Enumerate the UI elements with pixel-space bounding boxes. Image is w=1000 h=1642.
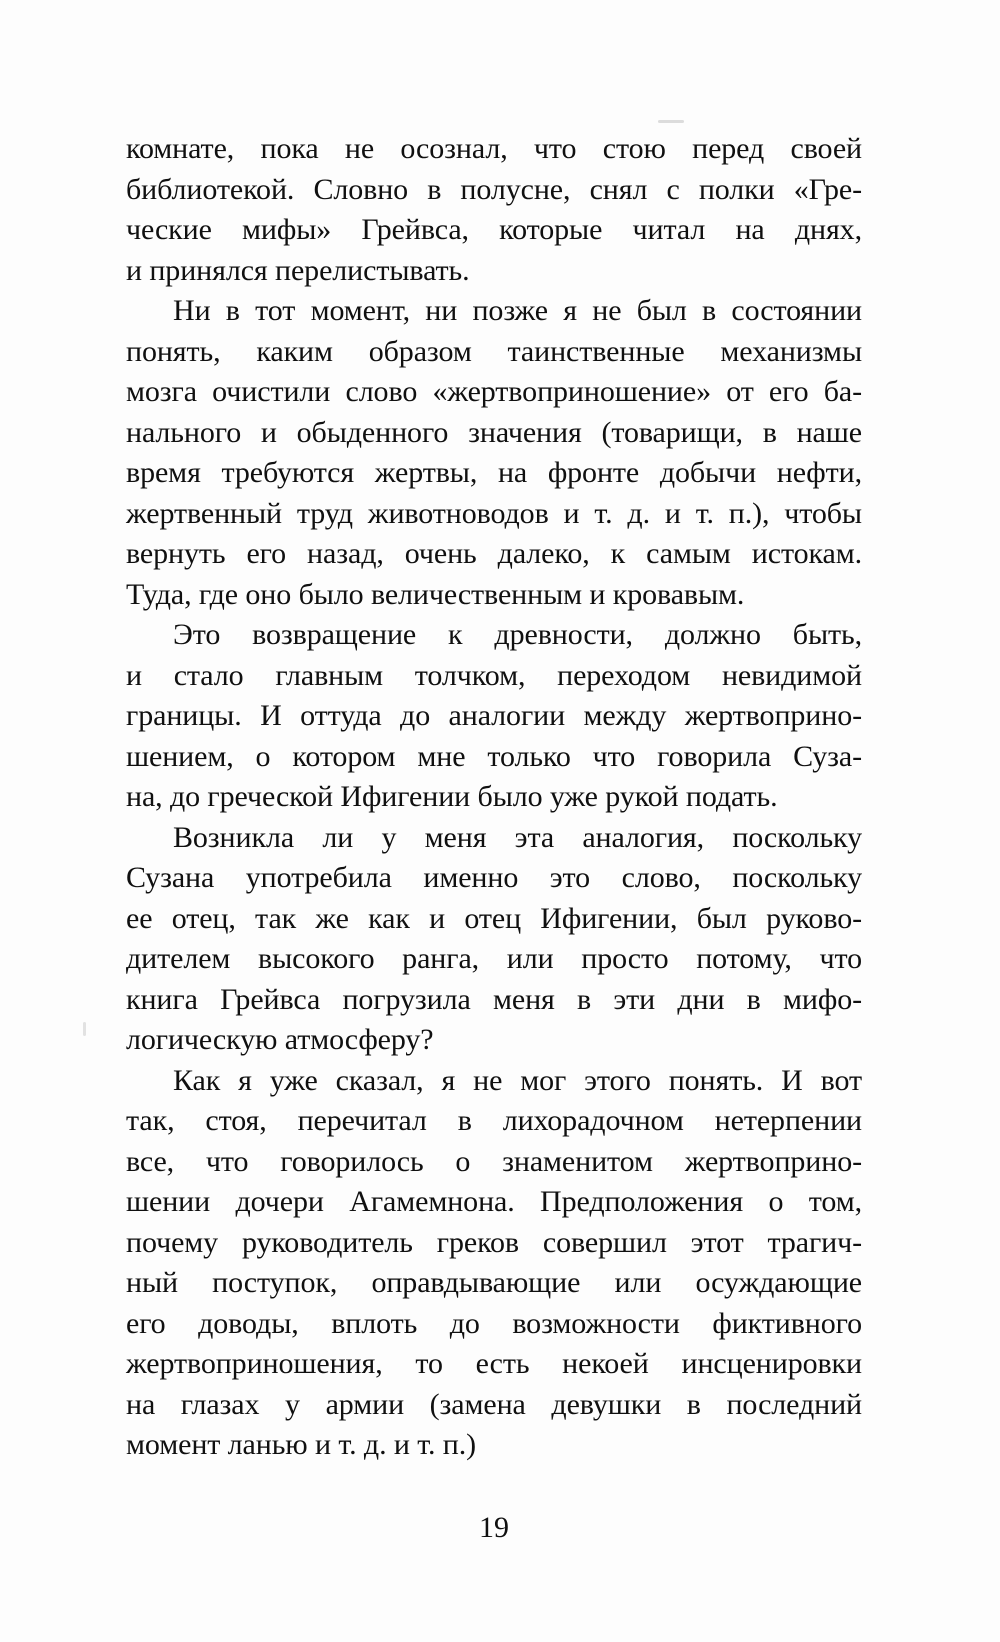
text-line: нального и обыденного значения (товарищи, в наше xyxy=(126,415,862,449)
text-line: шении дочери Агамемнона. Предположения о том, xyxy=(126,1185,862,1218)
text-line: Возникла ли у меня эта аналогия, поскольку xyxy=(173,820,862,854)
text-line: Это возвращение к древности, должно быть, xyxy=(173,618,862,651)
text-line: жертвоприношения, то есть некоей инсценировки xyxy=(126,1347,862,1380)
text-line: его доводы, вплоть до возможности фиктивного xyxy=(126,1306,862,1340)
text-line: мозга очистили слово «жертвоприношение» от его ба- xyxy=(126,375,862,408)
text-line: ный поступок, оправдывающие или осуждающие xyxy=(126,1266,862,1299)
text-line: все, что говорилось о знаменитом жертвоприно- xyxy=(126,1144,862,1178)
text-line: и стало главным толчком, переходом невидимой xyxy=(126,658,862,692)
text-line: ческие мифы» Грейвса, которые читал на днях, xyxy=(126,213,862,246)
text-line: комнате, пока не осознал, что стою перед своей xyxy=(126,132,862,165)
text-line: на глазах у армии (замена девушки в последний xyxy=(126,1387,862,1421)
text-line: шением, о котором мне только что говорила Суза- xyxy=(126,739,862,773)
text-line: библиотекой. Словно в полусне, снял с полки «Гре- xyxy=(126,172,862,206)
text-line: Ни в тот момент, ни позже я не был в состоянии xyxy=(173,294,862,327)
text-line: момент ланью и т. д. и т. п.) xyxy=(126,1428,477,1461)
text-line: дителем высокого ранга, или просто потому, что xyxy=(126,942,862,975)
text-line: почему руководитель греков совершил этот трагич- xyxy=(126,1225,862,1259)
text-line: вернуть его назад, очень далеко, к самым истокам. xyxy=(126,537,862,570)
page-text-block xyxy=(126,129,862,1466)
text-line: и принялся перелистывать. xyxy=(126,253,470,287)
text-line: Туда, где оно было величественным и кровавым. xyxy=(126,577,745,611)
text-line: на, до греческой Ифигении было уже рукой подать. xyxy=(126,780,778,813)
text-line: книга Грейвса погрузила меня в эти дни в мифо- xyxy=(126,982,862,1016)
text-line: ее отец, так же как и отец Ифигении, был руково- xyxy=(126,901,862,935)
text-line: понять, каким образом таинственные механизмы xyxy=(126,334,862,368)
text-line: границы. И оттуда до аналогии между жертвоприно- xyxy=(126,699,862,732)
text-line: время требуются жертвы, на фронте добычи нефти, xyxy=(126,456,862,489)
scan-artifact xyxy=(83,1022,86,1036)
scan-artifact xyxy=(658,120,684,123)
text-line: логическую атмосферу? xyxy=(126,1023,434,1056)
text-line: жертвенный труд животноводов и т. д. и т. п.), чтобы xyxy=(126,496,862,530)
text-line: Как я уже сказал, я не мог этого понять. И вот xyxy=(173,1063,862,1097)
page-number: 19 xyxy=(479,1511,509,1544)
text-line: так, стоя, перечитал в лихорадочном нетерпении xyxy=(126,1104,862,1137)
text-line: Сузана употребила именно это слово, поскольку xyxy=(126,861,862,894)
